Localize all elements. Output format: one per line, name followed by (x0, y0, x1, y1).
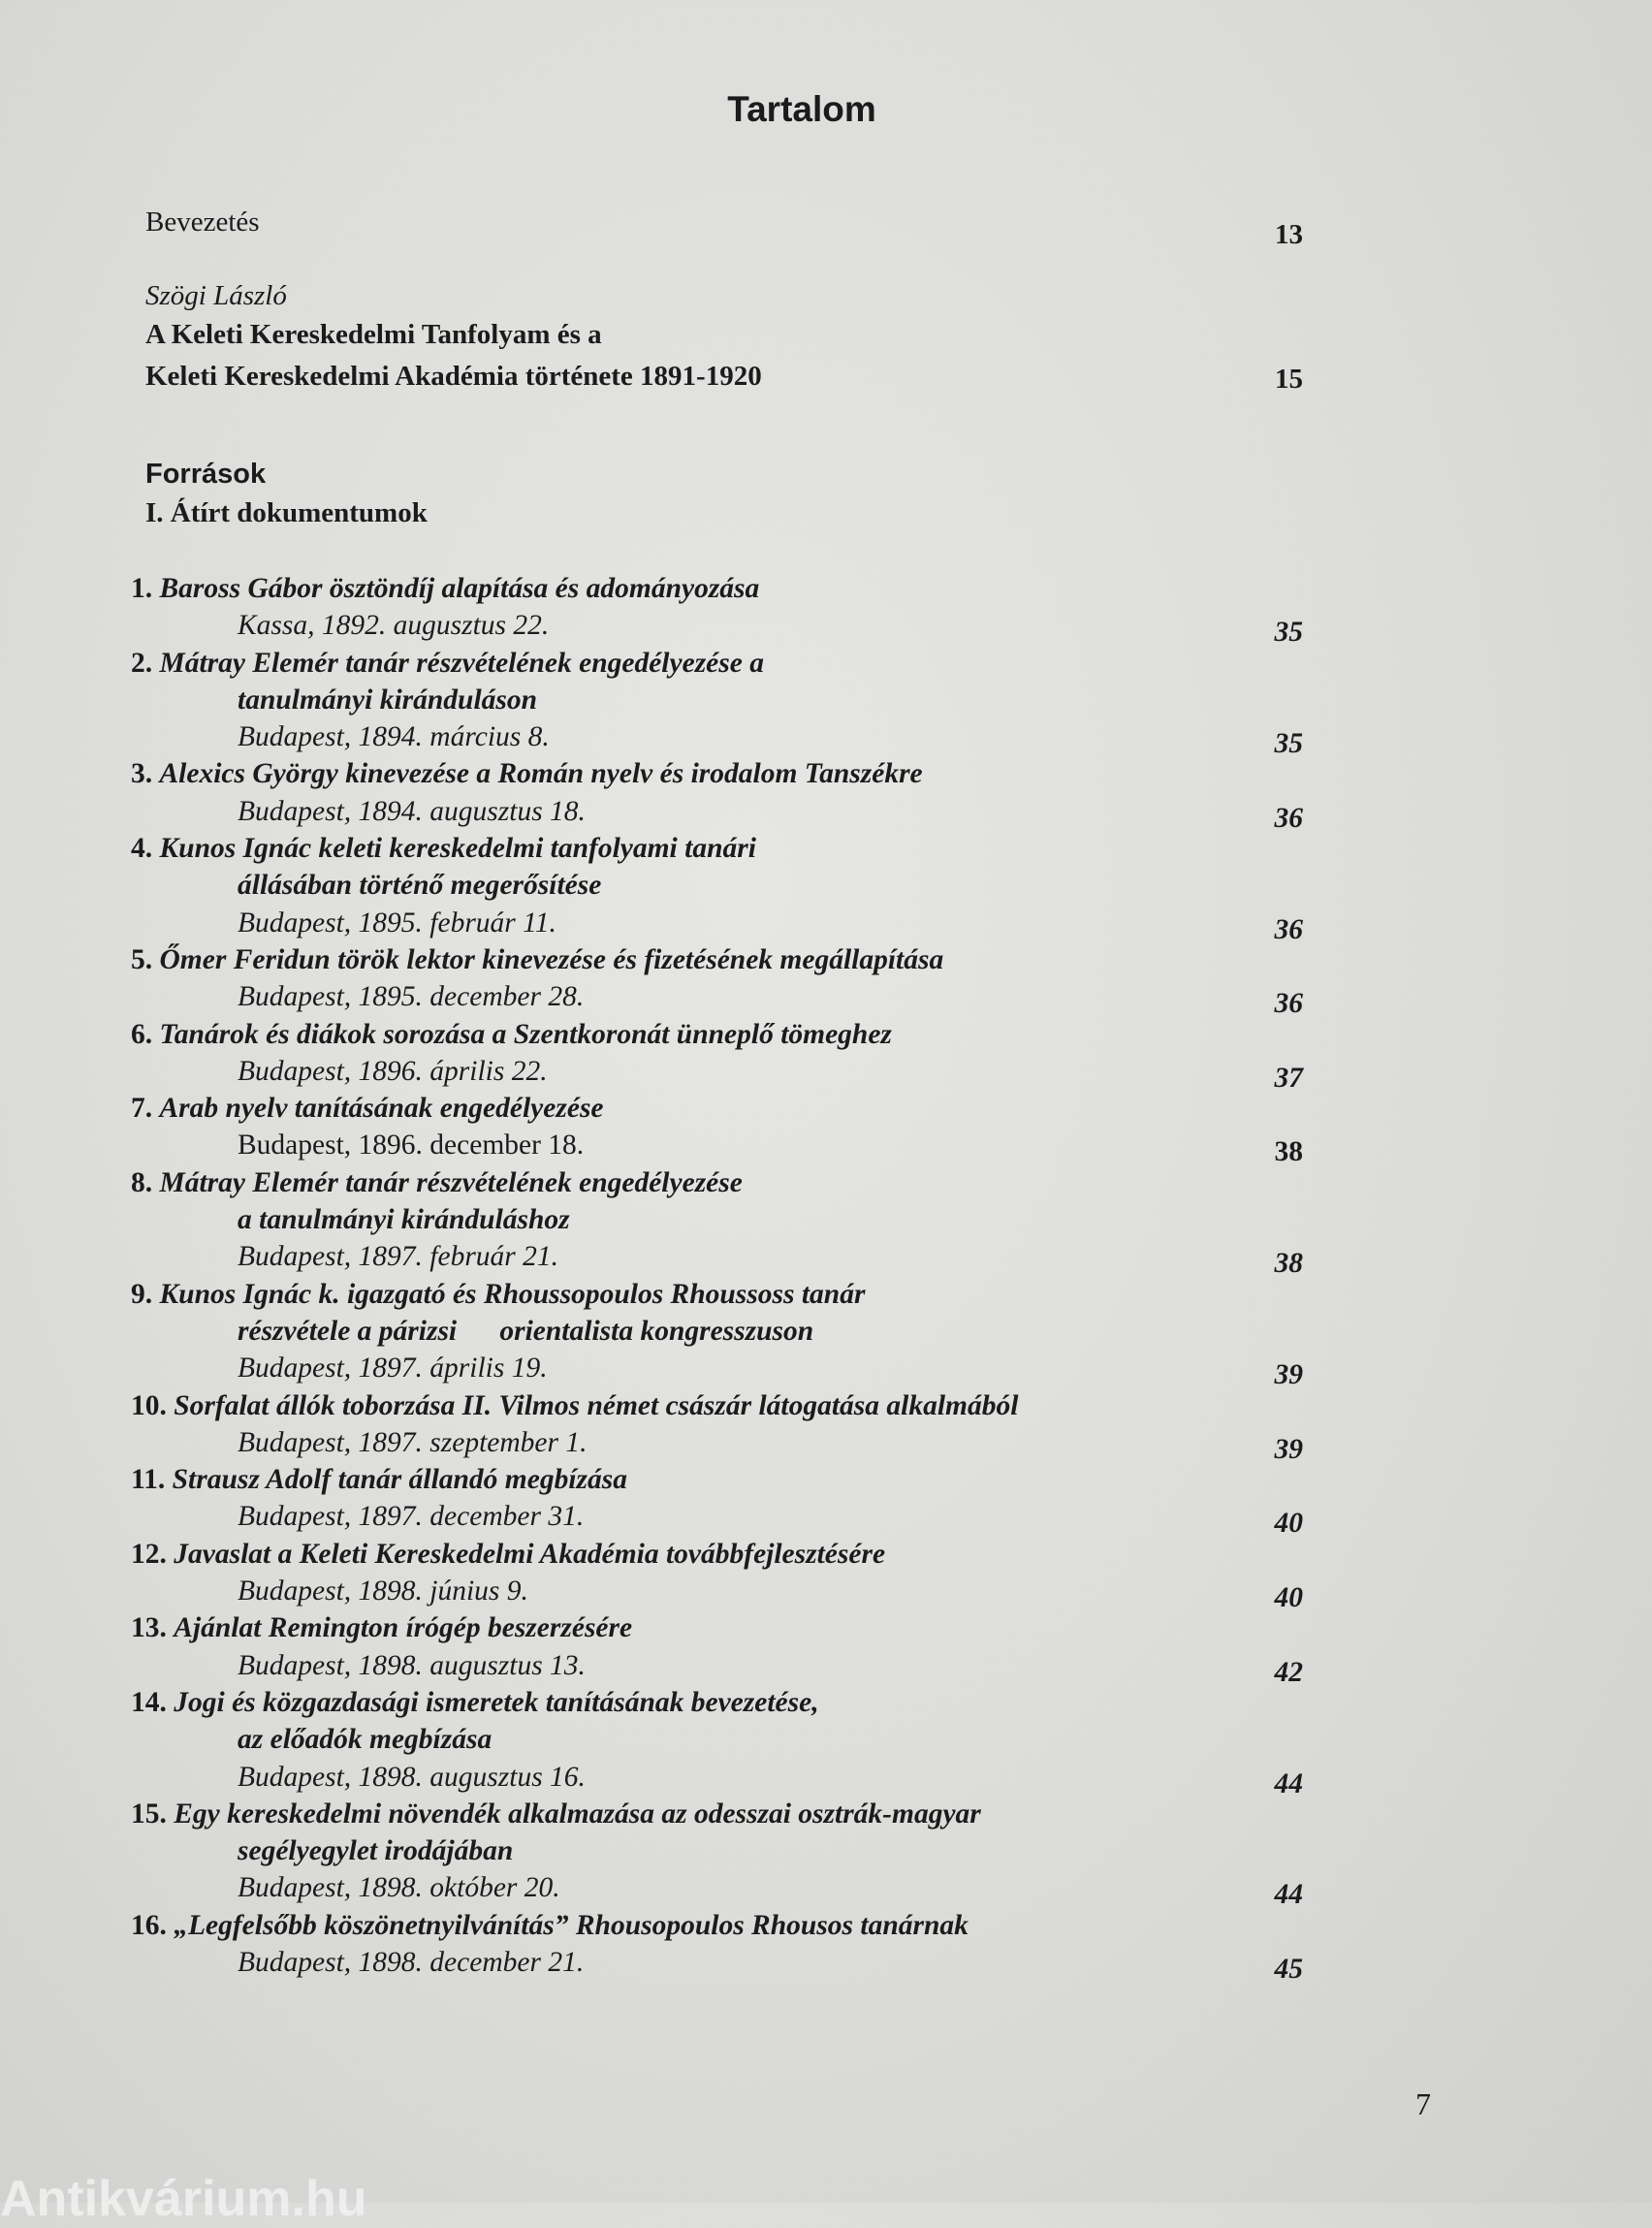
toc-entry (131, 645, 1314, 760)
entry-date-line (131, 978, 1314, 1020)
toc-entry (131, 1164, 1314, 1280)
entry-title-line (131, 1313, 1314, 1350)
toc-entry (131, 1684, 1314, 1799)
entry-title-line (131, 1201, 1314, 1238)
entry-page: 38 (1274, 1136, 1303, 1168)
entry-number: 10. (131, 1389, 167, 1421)
entry-title-line (131, 1090, 1314, 1127)
entry-number: 16. (131, 1909, 167, 1941)
entry-title: Egy kereskedelmi növendék alkalmazása az odesszai osztrák-magyar (174, 1798, 981, 1830)
entry-page: 39 (1274, 1359, 1303, 1391)
entry-date: Budapest, 1894. augusztus 18. (238, 795, 586, 827)
entry-number: 3. (131, 758, 153, 790)
intro-label: Bevezetés (145, 207, 260, 238)
entry-date: Budapest, 1894. március 8. (238, 721, 550, 753)
entry-number: 14. (131, 1686, 167, 1718)
entry-page: 44 (1274, 1879, 1303, 1911)
entry-date: Budapest, 1897. szeptember 1. (238, 1426, 588, 1458)
entry-title-line (131, 1796, 1314, 1832)
entry-page: 38 (1274, 1248, 1303, 1280)
entry-title: állásában történő megerősítése (238, 870, 602, 902)
toc-entries (131, 570, 1314, 1985)
entry-date: Budapest, 1895. december 28. (238, 981, 585, 1013)
entry-number: 7. (131, 1093, 153, 1125)
entry-title-line (131, 1907, 1314, 1944)
entry-title: Sorfalat állók toborzása II. Vilmos német császár látogatása alkalmából (174, 1389, 1019, 1421)
entry-page: 40 (1274, 1582, 1303, 1614)
entry-date-line (131, 1647, 1314, 1688)
entry-date-line (131, 1869, 1314, 1911)
entry-date-line (131, 1350, 1314, 1391)
entry-date-line (131, 1498, 1314, 1540)
entry-title-line (131, 645, 1314, 682)
entry-number: 4. (131, 833, 153, 865)
entry-date-line (131, 718, 1314, 760)
toc-entry (131, 755, 1314, 834)
entry-title-line (131, 1164, 1314, 1201)
entry-title-line (131, 1536, 1314, 1573)
part1-heading: I. Átírt dokumentumok (145, 497, 428, 528)
entry-page: 42 (1274, 1656, 1303, 1688)
entry-date: Budapest, 1898. augusztus 13. (238, 1649, 586, 1681)
watermark: Antikvárium.hu (0, 2171, 367, 2227)
entry-title-line (131, 570, 1314, 607)
entry-title-line (131, 1387, 1314, 1424)
entry-date: Budapest, 1897. április 19. (238, 1353, 548, 1385)
entry-page: 44 (1274, 1767, 1303, 1799)
sources-heading: Források (145, 459, 267, 490)
entry-date-line (131, 1238, 1314, 1280)
entry-date: Budapest, 1897. december 31. (238, 1501, 585, 1533)
entry-title: segélyegylet irodájában (238, 1835, 514, 1867)
entry-title: Mátray Elemér tanár részvételének engedélyezése (159, 1166, 743, 1198)
entry-date: Budapest, 1898. december 21. (238, 1946, 585, 1978)
toc-entry (131, 1090, 1314, 1168)
entry-title-line (131, 1461, 1314, 1498)
entry-title-line (131, 1016, 1314, 1053)
entry-date-line (131, 793, 1314, 834)
essay-author: Szögi László (145, 280, 287, 311)
entry-number: 13. (131, 1612, 167, 1644)
entry-title: Ajánlat Remington írógép beszerzésére (174, 1612, 633, 1644)
entry-number: 12. (131, 1538, 167, 1570)
entry-date: Budapest, 1898. június 9. (238, 1576, 528, 1607)
entry-page: 40 (1274, 1508, 1303, 1540)
entry-title-line (131, 1721, 1314, 1758)
page-number: 7 (1415, 2086, 1431, 2121)
entry-number: 9. (131, 1278, 153, 1310)
entry-page: 37 (1274, 1062, 1303, 1094)
entry-date-line (131, 1127, 1314, 1168)
essay-title-line2: Keleti Kereskedelmi Akadémia története 1891-1920 (145, 361, 762, 392)
toc-entry (131, 1609, 1314, 1688)
entry-number: 15. (131, 1798, 167, 1830)
entry-date: Budapest, 1897. február 21. (238, 1241, 559, 1273)
entry-title: Kunos Ignác k. igazgató és Rhoussopoulos Rhoussoss tanár (159, 1278, 866, 1310)
entry-date-line (131, 607, 1314, 649)
entry-title: Mátray Elemér tanár részvételének engedélyezése a (159, 647, 764, 679)
entry-date: Budapest, 1895. február 11. (238, 907, 556, 939)
entry-date-line (131, 1944, 1314, 1985)
entry-title: Javaslat a Keleti Kereskedelmi Akadémia továbbfejlesztésére (174, 1538, 886, 1570)
toc-entry (131, 1016, 1314, 1094)
entry-page: 39 (1274, 1433, 1303, 1465)
entry-title-line (131, 1609, 1314, 1646)
toc-entry (131, 1461, 1314, 1540)
entry-number: 1. (131, 573, 153, 604)
entry-date: Budapest, 1896. április 22. (238, 1055, 548, 1087)
entry-page: 36 (1274, 913, 1303, 945)
entry-title: a tanulmányi kiránduláshoz (238, 1204, 570, 1236)
entry-title-line (131, 682, 1314, 718)
entry-title: Arab nyelv tanításának engedélyezése (159, 1093, 604, 1125)
entry-title: Tanárok és diákok sorozása a Szentkoronát ünneplő tömeghez (159, 1018, 892, 1050)
entry-number: 11. (131, 1464, 166, 1496)
toc-entry (131, 830, 1314, 945)
entry-title-line (131, 1684, 1314, 1721)
entry-date-line (131, 905, 1314, 945)
entry-number: 6. (131, 1018, 153, 1050)
entry-title: az előadók megbízása (238, 1724, 492, 1756)
entry-title-line (131, 1276, 1314, 1313)
essay-title-line1: A Keleti Kereskedelmi Tanfolyam és a (145, 319, 602, 350)
entry-date: Budapest, 1896. december 18. (238, 1130, 585, 1162)
toc-entry (131, 941, 1314, 1020)
intro-page: 13 (1275, 219, 1303, 250)
entry-title: Kunos Ignác keleti kereskedelmi tanfolyami tanári (159, 833, 756, 865)
entry-date-line (131, 1759, 1314, 1799)
entry-date-line (131, 1424, 1314, 1465)
entry-page: 36 (1274, 988, 1303, 1020)
entry-page: 35 (1274, 728, 1303, 760)
essay-page: 15 (1275, 364, 1303, 395)
entry-title-line (131, 830, 1314, 867)
entry-page: 36 (1274, 802, 1303, 834)
entry-date-line (131, 1573, 1314, 1614)
entry-title: Őmer Feridun török lektor kinevezése és fizetésének megállapítása (159, 943, 944, 975)
entry-number: 8. (131, 1166, 153, 1198)
entry-title: Strausz Adolf tanár állandó megbízása (172, 1464, 628, 1496)
entry-date-line (131, 1053, 1314, 1094)
toc-entry (131, 1796, 1314, 1911)
page-title: Tartalom (727, 89, 876, 129)
entry-title: Alexics György kinevezése a Román nyelv és irodalom Tanszékre (159, 758, 923, 790)
entry-date: Budapest, 1898. augusztus 16. (238, 1761, 586, 1793)
entry-number: 5. (131, 943, 153, 975)
entry-page: 35 (1274, 617, 1303, 649)
entry-title: Baross Gábor ösztöndíj alapítása és adományozása (159, 573, 760, 604)
toc-entry (131, 1536, 1314, 1614)
entry-date: Kassa, 1892. augusztus 22. (238, 610, 550, 642)
entry-page: 45 (1274, 1953, 1303, 1985)
toc-entry (131, 1276, 1314, 1391)
entry-title: részvétele a párizsi orientalista kongresszuson (238, 1315, 814, 1347)
entry-title-line (131, 755, 1314, 792)
entry-title: tanulmányi kiránduláson (238, 684, 538, 716)
entry-title: Jogi és közgazdasági ismeretek tanításának bevezetése, (174, 1686, 819, 1718)
entry-title-line (131, 867, 1314, 904)
toc-entry (131, 570, 1314, 649)
entry-number: 2. (131, 647, 153, 679)
toc-entry (131, 1907, 1314, 1985)
entry-title-line (131, 941, 1314, 978)
entry-date: Budapest, 1898. október 20. (238, 1872, 560, 1904)
entry-title: „Legfelsőbb köszönetnyilvánítás” Rhousopoulos Rhousos tanárnak (174, 1909, 969, 1941)
entry-title-line (131, 1832, 1314, 1869)
toc-entry (131, 1387, 1314, 1465)
